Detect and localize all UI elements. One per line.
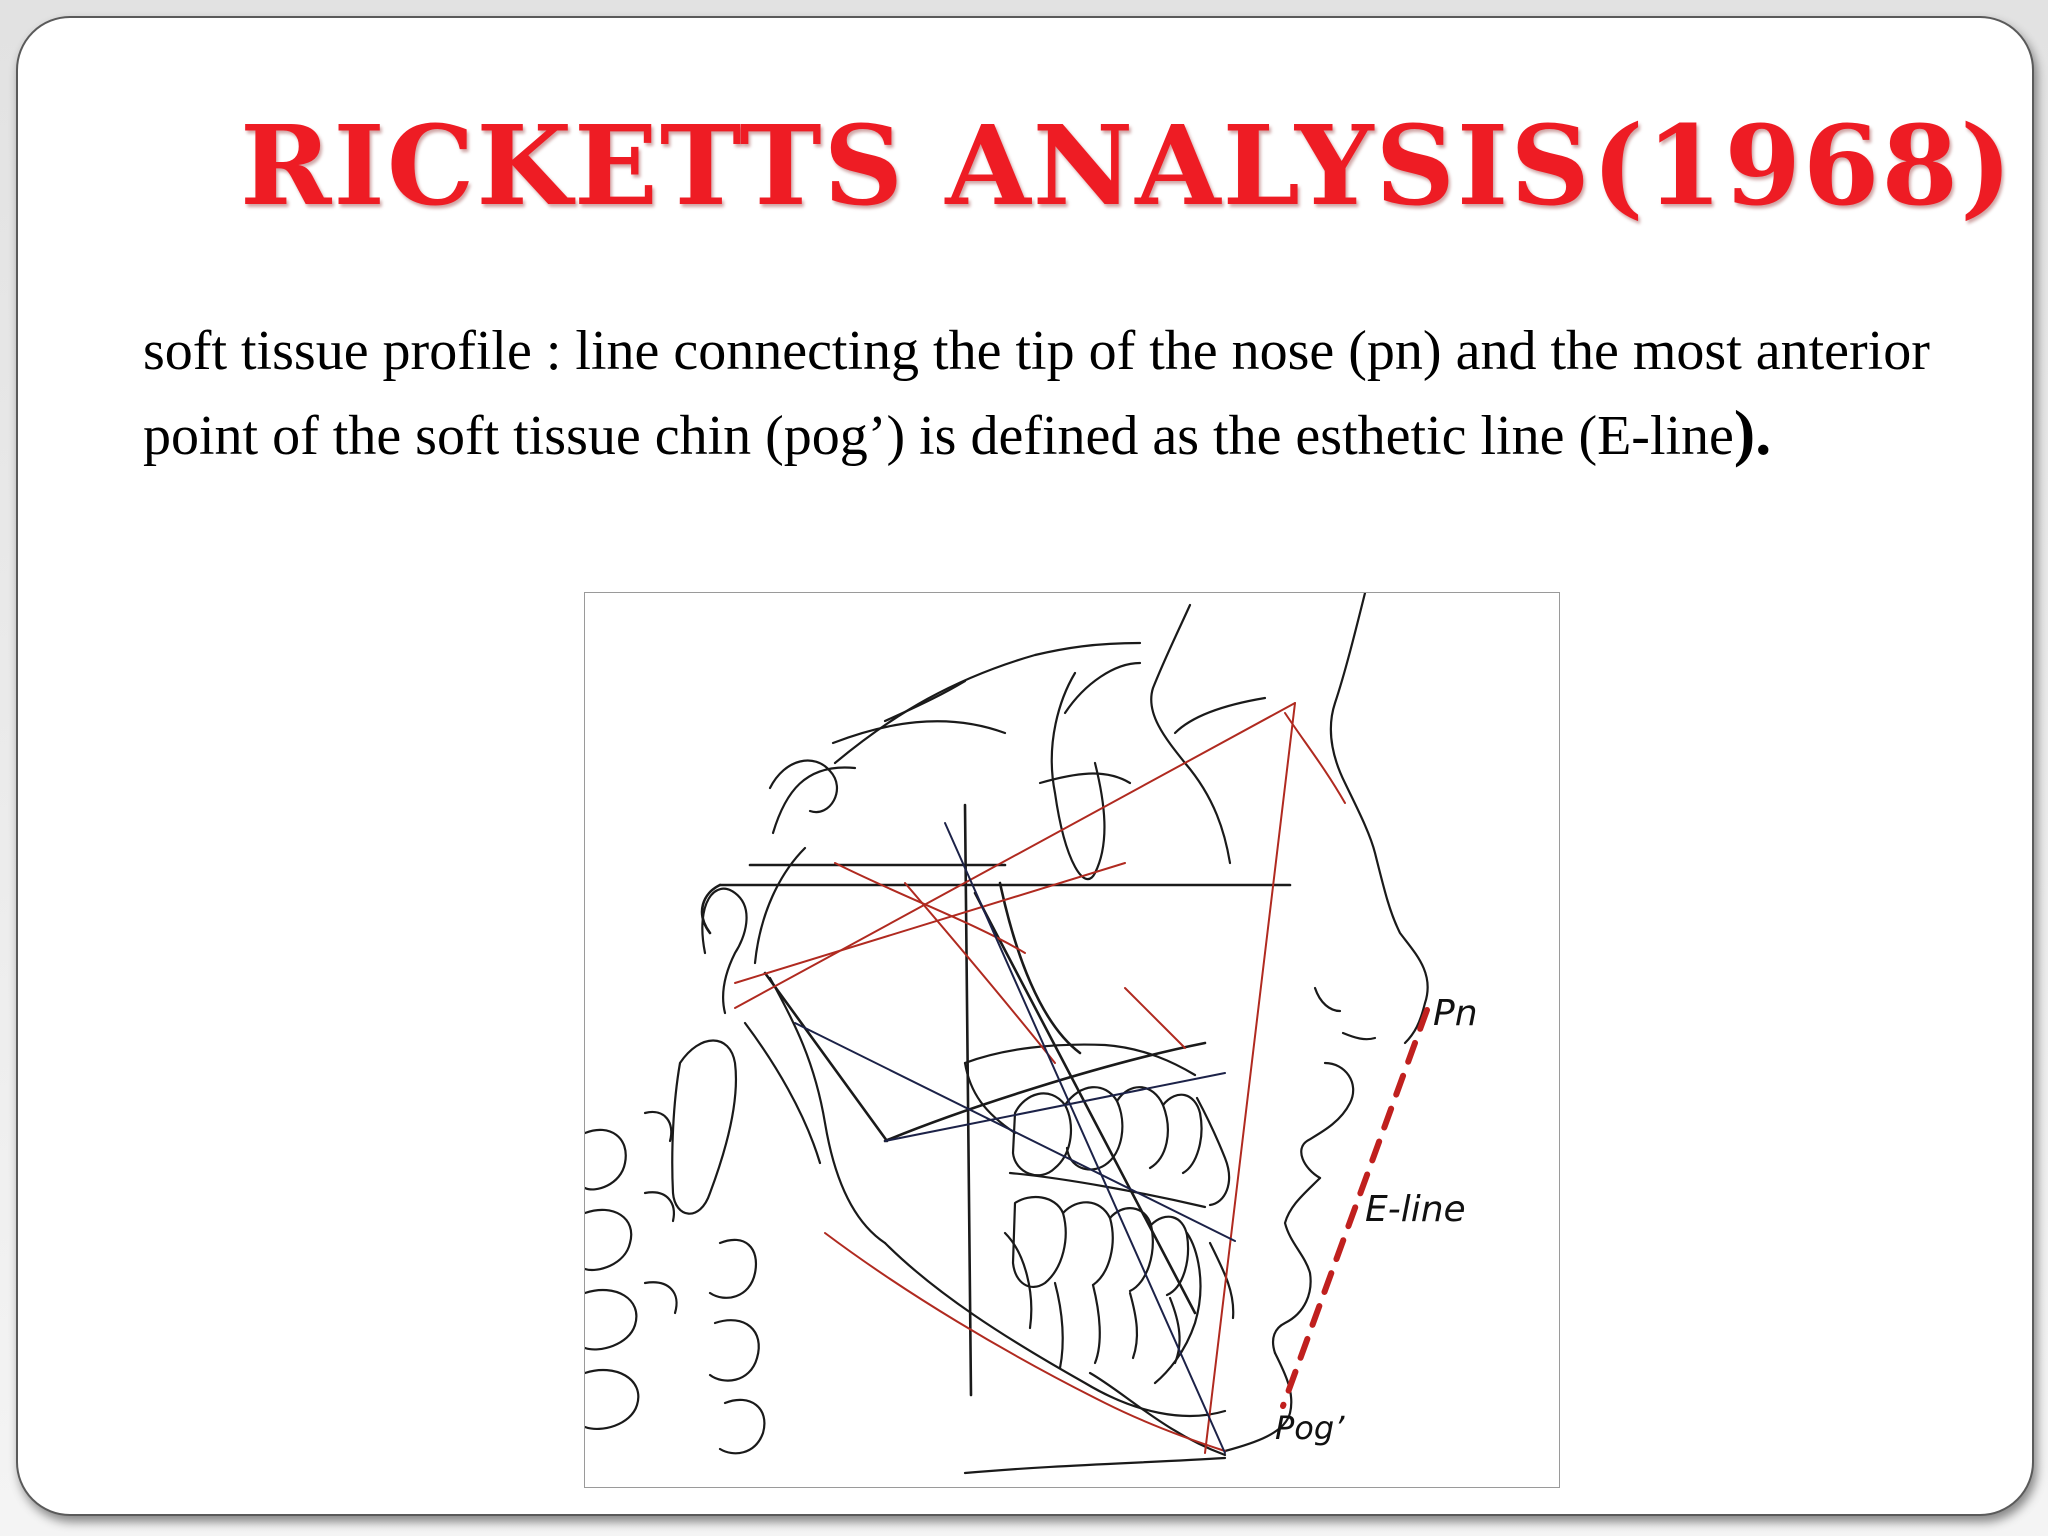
body-text-main: soft tissue profile : line connecting the tip of the nose (pn) and the most anterior point of the soft tissue chin (pog’) is defined as the esthetic line (E-line xyxy=(143,320,1930,467)
dentition-tracing xyxy=(965,1045,1233,1383)
analysis-lines-navy xyxy=(795,823,1235,1453)
body-text-end: ). xyxy=(1733,397,1772,468)
label-pn: Pn xyxy=(1433,993,1478,1034)
slide-title: RICKETTS ANALYSIS(1968) xyxy=(240,101,2015,230)
label-pog: Pog’ xyxy=(1275,1409,1345,1447)
label-e-line: E-line xyxy=(1365,1189,1466,1230)
mandible-tracing xyxy=(702,889,1225,1455)
reference-planes xyxy=(702,805,1290,1395)
cephalometric-figure xyxy=(584,592,1560,1488)
cervical-vertebrae xyxy=(585,1041,764,1454)
analysis-lines-red xyxy=(735,703,1345,1453)
slide-card xyxy=(16,16,2034,1516)
cranial-tracing xyxy=(755,605,1265,963)
soft-tissue-profile xyxy=(965,593,1428,1473)
slide-body-text xyxy=(143,310,1943,477)
cephalometric-tracing xyxy=(585,593,1561,1489)
